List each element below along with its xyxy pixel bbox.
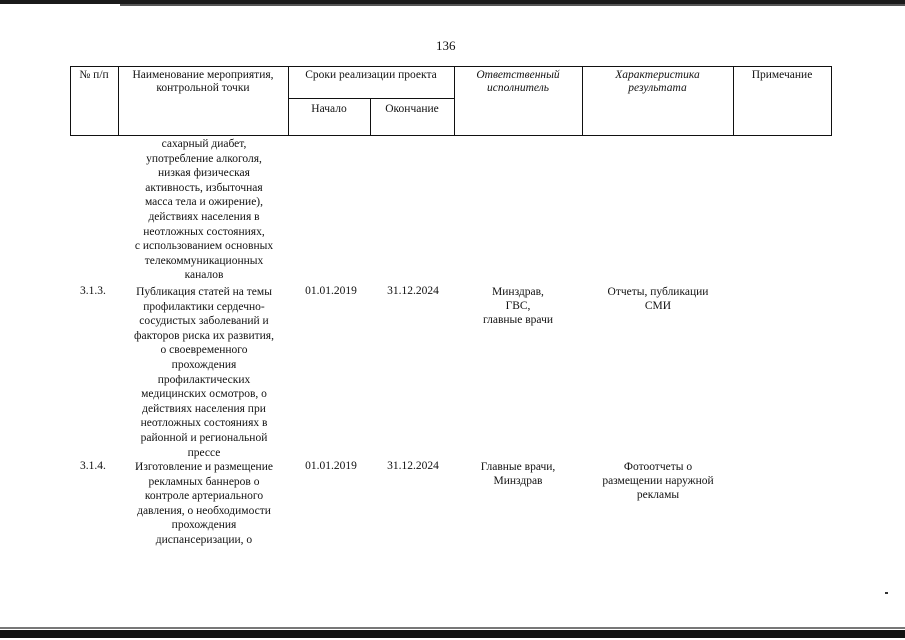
- row-number: 3.1.4.: [80, 460, 106, 472]
- row-responsible: Минздрав, ГВС, главные врачи: [482, 286, 554, 326]
- header-col-result: Характеристика результата: [615, 69, 700, 94]
- row-end-date: 31.12.2024: [387, 285, 439, 297]
- scan-top-border-shadow: [120, 4, 905, 6]
- header-col-start: Начало: [311, 103, 347, 115]
- header-col-name: Наименование мероприятия, контрольной точки: [132, 69, 274, 94]
- scan-speck: [885, 592, 888, 594]
- scan-bottom-border-shadow: [0, 627, 905, 629]
- row-name: Публикация статей на темы профилактики сердечно- сосудистых заболеваний и факторов риска их развития, о своевременного прохождения профилактических медицинских осмотров, о действиях населения при неотложных состояниях в районной и региональной прессе: [134, 286, 274, 459]
- table-header: [70, 66, 830, 136]
- row-end-date: 31.12.2024: [387, 460, 439, 472]
- row-result: Отчеты, публикации СМИ: [607, 286, 709, 312]
- header-vline: [831, 66, 832, 136]
- row-name: Изготовление и размещение рекламных баннеров о контроле артериального давления, о необходимости прохождения диспансеризации, о: [135, 461, 273, 546]
- row-responsible: Главные врачи, Минздрав: [480, 461, 556, 487]
- header-col-terms: Сроки реализации проекта: [305, 69, 437, 81]
- row-start-date: 01.01.2019: [305, 460, 357, 472]
- row-name: сахарный диабет, употребление алкоголя, низкая физическая активность, избыточная масса тела и ожирение), действиях населения в неотложных состояниях, с использованием основных телекоммуникационных каналов: [134, 138, 274, 282]
- page-number: 136: [436, 38, 456, 53]
- header-terms-divider: [288, 98, 454, 99]
- header-top-line: [70, 66, 832, 67]
- row-result: Фотоотчеты о размещении наружной рекламы: [602, 461, 714, 501]
- row-number: 3.1.3.: [80, 285, 106, 297]
- header-col-responsible: Ответственный исполнитель: [476, 69, 560, 94]
- header-bottom-line: [70, 135, 832, 136]
- row-start-date: 01.01.2019: [305, 285, 357, 297]
- header-col-end: Окончание: [385, 103, 439, 115]
- header-col-number: № п/п: [79, 69, 109, 81]
- header-col-note: Примечание: [751, 69, 813, 81]
- scan-bottom-border: [0, 630, 905, 638]
